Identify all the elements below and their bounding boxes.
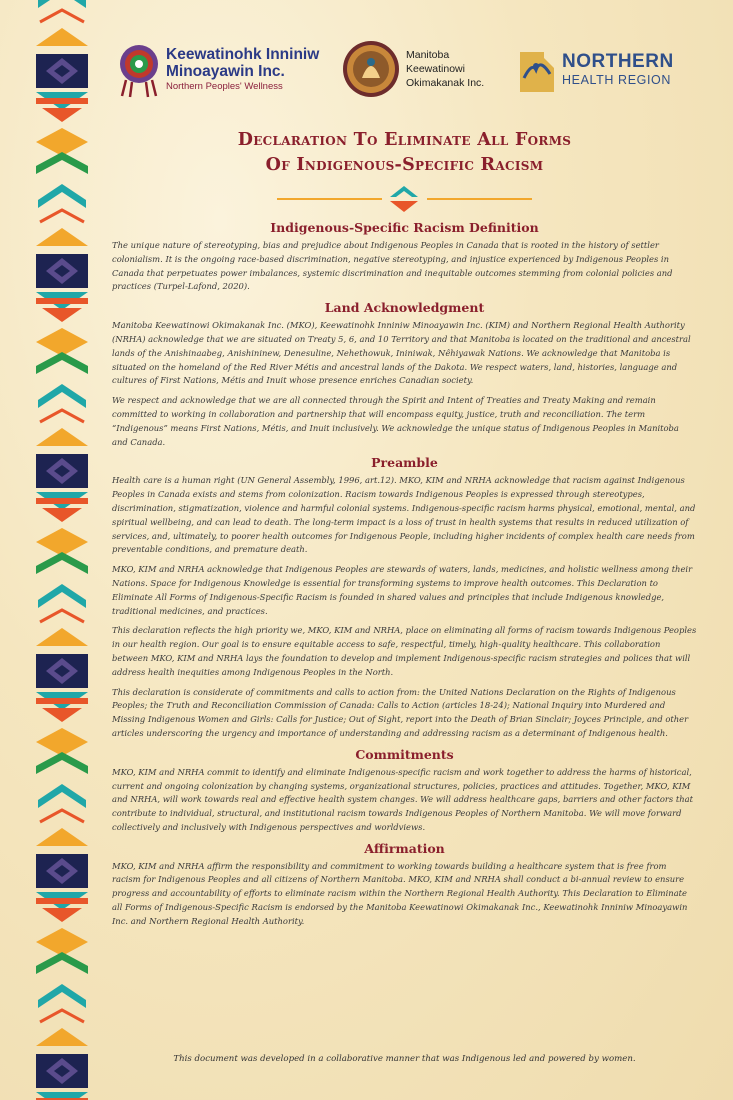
border-chevron-icon [36, 952, 88, 974]
border-triangle-icon [36, 628, 88, 646]
border-diamond-icon [36, 728, 88, 756]
decorative-border [0, 0, 95, 1100]
nrha-map-icon [514, 48, 558, 94]
section-paragraph: We respect and acknowledge that we are all connected through the Spirit and Intent of Treaties and Treaty Making and remain committed to working in collaboration and partnership that will encompass equity, justice, truth and reconciliation. The term “Indigenous” means First Nations, Métis, and Inuit inclusively. We acknowledge the unique status of Indigenous Peoples in Manitoba and Canada. [112, 395, 679, 447]
section-paragraph: MKO, KIM and NRHA affirm the responsibility and commitment to working towards building a healthcare system that is free from racism for Indigenous Peoples and all citizens of Northern Manitoba. MKO, KIM and NRHA shall conduct a bi-annual review to ensure progress and accountability of efforts to eliminate racism within the Northern Regional Health Authority. This Declaration to Eliminate all Forms of Indigenous-Specific Racism is endorsed by the Manitoba Keewatinowi Okimakanak Inc., Keewatinohk Inniniw Minoayawin Inc. and Northern Regional Health Authority. [112, 860, 688, 926]
border-chevron-icon [40, 610, 84, 622]
section-paragraph: MKO, KIM and NRHA commit to identify and eliminate Indigenous-specific racism and work together to address the harms of historical, current and ongoing colonization by changing systems, organizational structures, policies, practices and attitudes. Together, MKO, KIM and NRHA, will work towards real and effective health system changes. We will address healthcare gaps, barriers and other factors that contribute to individual, structural, and institutional racism towards Indigenous Peoples of Northern Manitoba. We will move forward collectively and inclusively with Indigenous perspectives and worldviews. [112, 766, 694, 832]
mko-seal-icon [342, 40, 400, 98]
border-triangle-icon [42, 508, 82, 522]
page-title [112, 128, 697, 178]
border-chevron-icon [40, 210, 84, 222]
mko-name-line2: Keewatinowi [406, 63, 465, 75]
border-chevron-icon [38, 984, 86, 1008]
section-affirmation [112, 841, 697, 929]
border-chevron-icon [38, 384, 86, 408]
document-content [112, 220, 697, 935]
border-chevron-icon [40, 410, 84, 422]
title-line2: Of Indigenous-Specific Racism [265, 155, 544, 175]
border-triangle-icon [36, 228, 88, 246]
section-heading: Commitments [355, 746, 454, 762]
mko-name-line1: Manitoba [406, 49, 450, 61]
border-triangle-icon [36, 828, 88, 846]
section-heading: Preamble [371, 455, 438, 471]
section-heading: Land Acknowledgment [324, 300, 485, 316]
border-triangle-icon [42, 708, 82, 722]
border-chevron-icon [40, 1010, 84, 1022]
section-definition [112, 220, 697, 294]
border-chevron-icon [38, 184, 86, 208]
border-chevron-icon [36, 552, 88, 574]
footer-note: This document was developed in a collaborative manner that was Indigenous led and powered by women. [173, 1054, 636, 1064]
mko-logo [342, 40, 484, 98]
border-chevron-icon [40, 810, 84, 822]
section-paragraph: This declaration is considerate of commitments and calls to action from: the United Nations Declaration on the Rights of Indigenous Peoples; the Truth and Reconciliation Commission of Canada: Calls to Action (articles 18-24); National Inquiry into Murdered and Missing Indigenous Women and Girls: Calls for Justice; Out of Sight, report into the Death of Brian Sinclair; Joyces Principle, and other articles underscoring the urgency and importance of understanding and addressing racism as a determinant of Indigenous health. [112, 686, 689, 738]
border-bar [36, 698, 88, 704]
border-triangle-icon [42, 908, 82, 922]
divider-triangle-down-icon [390, 201, 418, 212]
border-pattern [0, 0, 95, 1100]
border-chevron-icon [38, 784, 86, 808]
border-bar [36, 498, 88, 504]
border-triangle-icon [36, 428, 88, 446]
title-divider [112, 183, 697, 215]
border-chevron-icon [40, 10, 84, 22]
divider-chevron-up-icon [390, 186, 418, 197]
border-chevron-icon [38, 584, 86, 608]
border-bar [36, 98, 88, 104]
border-bar [36, 898, 88, 904]
kim-name-line1: Keewatinohk Inniniw [166, 45, 320, 63]
border-diamond-icon [36, 128, 88, 156]
logo-bar [112, 40, 697, 104]
border-triangle-icon [42, 308, 82, 322]
section-land-acknowledgment [112, 300, 697, 449]
section-heading: Affirmation [364, 840, 445, 856]
border-triangle-icon [42, 108, 82, 122]
section-paragraph: The unique nature of stereotyping, bias and prejudice about Indigenous Peoples in Canada that is rooted in the history of settler colonialism. It is the ongoing race-based discrimination, negative stereotyping, and injustice experienced by Indigenous Peoples in Canada that perpetuates power imbalances, systemic discrimination and inequitable outcomes stemming from colonial policies and practices (Turpel-Lafond, 2020). [112, 240, 673, 292]
border-triangle-icon [36, 1028, 88, 1046]
border-triangle-icon [36, 28, 88, 46]
border-diamond-icon [36, 328, 88, 356]
section-paragraph: Manitoba Keewatinowi Okimakanak Inc. (MKO), Keewatinohk Inniniw Minoayawin Inc. (KIM) and Northern Regional Health Authority (NRHA) acknowledge that we are situated on Treaty 5, 6, and 10 Territory and that Manitoba is located on the traditional and ancestral lands of the Anishinaabeg, Anishininew, Denesuline, Nehethowuk, Ininiwak, Nêhiyawak Nations. We acknowledge that Manitoba is situated on the homeland of the Red River Métis and ancestral lands of the Dakota. We respect waters, land, histories, language and cultures of First Nations, Métis and Inuit whose presence enriches Canadian society. [112, 320, 691, 386]
nrha-name-line1: NORTHERN [562, 51, 674, 72]
section-heading: Indigenous-Specific Racism Definition [270, 220, 539, 235]
nrha-logo [514, 48, 674, 94]
border-chevron-icon [36, 152, 88, 174]
title-line1: Declaration To Eliminate All Forms [237, 130, 572, 150]
kim-name-line2: Minoayawin Inc. [166, 62, 285, 80]
kim-tagline: Northern Peoples' Wellness [166, 80, 283, 92]
section-paragraph: MKO, KIM and NRHA acknowledge that Indigenous Peoples are stewards of waters, lands, medicines, and holistic wellness among their Nations. Space for Indigenous Knowledge is essential for transforming systems to improve health outcomes. This Declaration to Eliminate All Forms of Indigenous-Specific Racism is founded in shared values and principles that include Indigenous knowledge, traditional medicines, and practices. [112, 564, 693, 616]
border-diamond-icon [36, 528, 88, 556]
kim-emblem-icon [118, 40, 160, 98]
border-chevron-icon [36, 352, 88, 374]
border-chevron-icon [36, 752, 88, 774]
border-bar [36, 298, 88, 304]
section-paragraph: This declaration reflects the high priority we, MKO, KIM and NRHA, place on eliminating all forms of racism towards Indigenous Peoples in our health region. Our goal is to ensure equitable access to safe, respectful, timely, high-quality healthcare. This collaboration between MKO, KIM and NRHA lays the foundation to develop and implement Indigenous-specific racism strategies and polices that will address health inequities among Indigenous Peoples in the North. [112, 625, 697, 677]
border-diamond-icon [36, 928, 88, 956]
mko-name-line3: Okimakanak Inc. [406, 77, 485, 89]
nrha-name-line2: HEALTH REGION [562, 73, 671, 87]
document-page [112, 0, 697, 1100]
section-preamble [112, 455, 697, 740]
section-commitments [112, 747, 697, 835]
kim-logo [118, 40, 319, 98]
border-chevron-icon [38, 0, 86, 8]
section-paragraph: Health care is a human right (UN General Assembly, 1996, art.12). MKO, KIM and NRHA acknowledge that racism against Indigenous Peoples in Canada exists and stems from colonization. Racism towards Indigenous Peoples is expressed through stereotypes, discrimination, stigmatization, violence and harmful colonial systems. Indigenous-specific racism harms physical, emotional, mental, and spiritual wellbeing, and can lead to death. The long-term impact is a loss of trust in health systems that results in reduced utilization of services, and, ultimately, to poorer health outcomes for Indigenous People, including higher incidents of complex health care needs from preventable conditions, and premature death. [112, 475, 696, 555]
